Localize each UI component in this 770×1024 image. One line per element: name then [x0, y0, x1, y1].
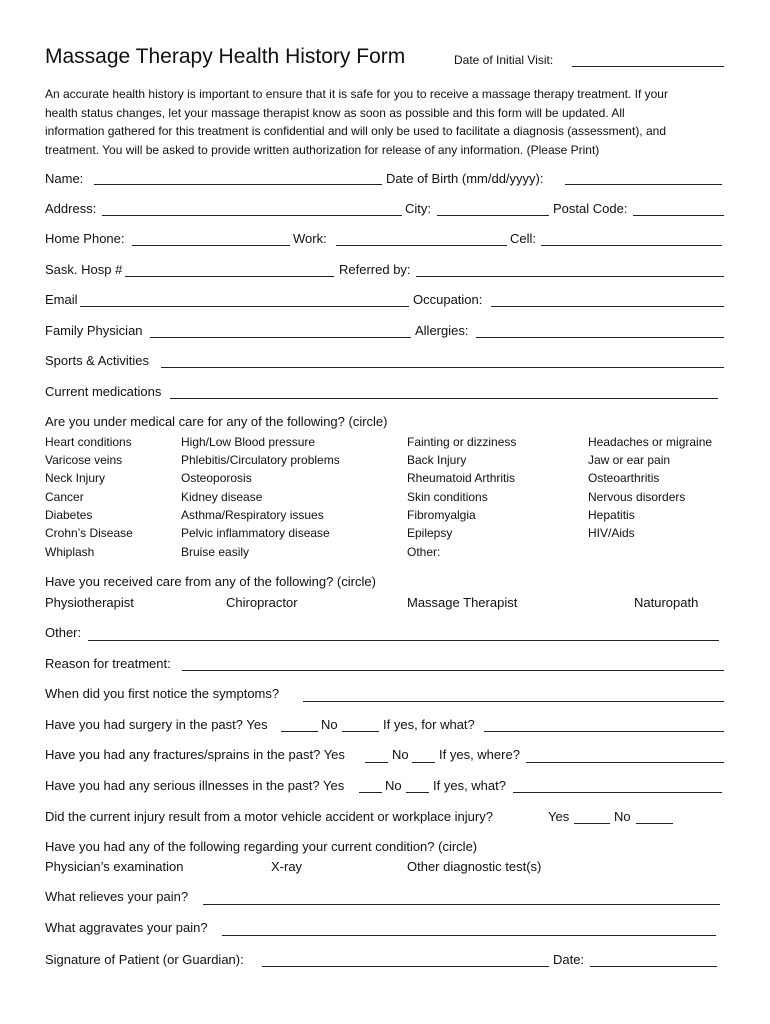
referred-label: Referred by: — [339, 262, 411, 277]
diagnostic-option-physician[interactable]: Physician’s examination — [45, 859, 184, 874]
reason-label: Reason for treatment: — [45, 656, 171, 671]
first-notice-label: When did you first notice the symptoms? — [45, 686, 280, 701]
surgery-no-label: No — [321, 717, 338, 732]
work-line[interactable] — [336, 245, 507, 246]
work-label: Work: — [293, 231, 327, 246]
aggravates-label: What aggravates your pain? — [45, 920, 208, 935]
accident-question: Did the current injury result from a motor vehicle accident or workplace injury? — [45, 809, 493, 824]
illness-yes-line[interactable] — [359, 792, 382, 793]
city-label: City: — [405, 201, 431, 216]
address-line[interactable] — [102, 215, 402, 216]
allergies-label: Allergies: — [415, 323, 469, 338]
condition-item[interactable]: Asthma/Respiratory issues — [181, 508, 324, 522]
dob-label: Date of Birth (mm/dd/yyyy): — [386, 171, 544, 186]
city-line[interactable] — [437, 215, 549, 216]
surgery-what-label: If yes, for what? — [383, 717, 475, 732]
conditions-question: Are you under medical care for any of the following? (circle) — [45, 414, 388, 429]
condition-item[interactable]: Skin conditions — [407, 490, 488, 504]
initial-visit-line[interactable] — [572, 66, 724, 67]
signature-date-label: Date: — [553, 952, 585, 967]
intro-line: An accurate health history is important to ensure that it is safe for you to receive a massage therapy treatment. If your — [45, 87, 668, 101]
fracture-no-label: No — [392, 747, 409, 762]
intro-paragraph — [45, 85, 735, 159]
diagnostic-option-other[interactable]: Other diagnostic test(s) — [407, 859, 542, 874]
physician-line[interactable] — [150, 337, 411, 338]
condition-item[interactable]: Headaches or migraine — [588, 435, 713, 449]
care-question: Have you received care from any of the following? (circle) — [45, 574, 376, 589]
condition-item[interactable]: Crohn’s Disease — [45, 526, 133, 540]
form-title: Massage Therapy Health History Form — [45, 45, 406, 68]
care-option-physiotherapist[interactable]: Physiotherapist — [45, 595, 134, 610]
illness-no-line[interactable] — [406, 792, 429, 793]
hosp-label: Sask. Hosp # — [45, 262, 123, 277]
condition-item[interactable]: Phlebitis/Circulatory problems — [181, 453, 340, 467]
care-other-label: Other: — [45, 625, 82, 640]
signature-date-line[interactable] — [590, 966, 717, 967]
condition-item[interactable]: Varicose veins — [45, 453, 123, 467]
condition-item[interactable]: Nervous disorders — [588, 490, 686, 504]
hosp-line[interactable] — [125, 276, 334, 277]
cell-label: Cell: — [510, 231, 537, 246]
first-notice-line[interactable] — [303, 701, 724, 702]
signature-line[interactable] — [262, 966, 549, 967]
medications-line[interactable] — [170, 398, 718, 399]
intro-line: treatment. You will be asked to provide written authorization for release of any information. (Please Print) — [45, 142, 600, 157]
name-line[interactable] — [94, 184, 382, 185]
relieves-label: What relieves your pain? — [45, 889, 189, 904]
illness-what-line[interactable] — [513, 792, 722, 793]
postal-line[interactable] — [633, 215, 724, 216]
condition-item[interactable]: Other: — [407, 545, 441, 559]
email-line[interactable] — [80, 306, 409, 307]
condition-item[interactable]: Diabetes — [45, 508, 93, 522]
diagnostic-option-xray[interactable]: X-ray — [271, 859, 303, 874]
medications-label: Current medications — [45, 384, 162, 399]
condition-item[interactable]: Fibromyalgia — [407, 508, 476, 522]
condition-item[interactable]: Neck Injury — [45, 471, 106, 485]
condition-item[interactable]: Cancer — [45, 490, 84, 504]
email-label: Email — [45, 292, 78, 307]
accident-yes-line[interactable] — [574, 823, 610, 824]
condition-item[interactable]: Osteoporosis — [181, 471, 252, 485]
signature-label: Signature of Patient (or Guardian): — [45, 952, 244, 967]
cell-line[interactable] — [541, 245, 722, 246]
allergies-line[interactable] — [476, 337, 724, 338]
illness-what-label: If yes, what? — [433, 778, 506, 793]
fracture-where-line[interactable] — [526, 762, 724, 763]
postal-label: Postal Code: — [553, 201, 628, 216]
occupation-line[interactable] — [491, 306, 724, 307]
occupation-label: Occupation: — [413, 292, 483, 307]
condition-item[interactable]: Osteoarthritis — [588, 471, 660, 485]
diagnostics-question: Have you had any of the following regarding your current condition? (circle) — [45, 839, 478, 854]
initial-visit-label: Date of Initial Visit: — [454, 53, 554, 67]
condition-item[interactable]: Back Injury — [407, 453, 467, 467]
name-label: Name: — [45, 171, 84, 186]
condition-item[interactable]: Heart conditions — [45, 435, 132, 449]
reason-line[interactable] — [182, 670, 724, 671]
sports-label: Sports & Activities — [45, 353, 150, 368]
intro-line: information gathered for this treatment is confidential and will only be used to facilitate a diagnosis (assessment), and — [45, 124, 666, 138]
surgery-no-line[interactable] — [342, 731, 379, 732]
condition-item[interactable]: Hepatitis — [588, 508, 635, 522]
surgery-yes-line[interactable] — [281, 731, 318, 732]
condition-item[interactable]: Bruise easily — [181, 545, 250, 559]
care-option-massage-therapist[interactable]: Massage Therapist — [407, 595, 518, 610]
accident-no-line[interactable] — [636, 823, 673, 824]
fracture-question: Have you had any fractures/sprains in the past? Yes — [45, 747, 345, 762]
condition-item[interactable]: Jaw or ear pain — [588, 453, 671, 467]
condition-item[interactable]: High/Low Blood pressure — [181, 435, 316, 449]
sports-line[interactable] — [161, 367, 724, 368]
address-label: Address: — [45, 201, 97, 216]
referred-line[interactable] — [416, 276, 724, 277]
accident-no-label: No — [614, 809, 631, 824]
aggravates-line[interactable] — [222, 935, 716, 936]
surgery-what-line[interactable] — [484, 731, 724, 732]
condition-item[interactable]: Whiplash — [45, 545, 95, 559]
fracture-yes-line[interactable] — [365, 762, 388, 763]
care-option-chiropractor[interactable]: Chiropractor — [226, 595, 298, 610]
condition-item[interactable]: Rheumatoid Arthritis — [407, 471, 516, 485]
condition-item[interactable]: HIV/Aids — [588, 526, 635, 540]
illness-question: Have you had any serious illnesses in the past? Yes — [45, 778, 345, 793]
home-phone-line[interactable] — [132, 245, 290, 246]
care-option-naturopath[interactable]: Naturopath — [634, 595, 699, 610]
condition-item[interactable]: Kidney disease — [181, 490, 263, 504]
surgery-question: Have you had surgery in the past? Yes — [45, 717, 268, 732]
fracture-where-label: If yes, where? — [439, 747, 520, 762]
care-other-line[interactable] — [88, 640, 719, 641]
dob-line[interactable] — [565, 184, 722, 185]
illness-no-label: No — [385, 778, 402, 793]
home-phone-label: Home Phone: — [45, 231, 125, 246]
condition-item[interactable]: Pelvic inflammatory disease — [181, 526, 330, 540]
condition-item[interactable]: Epilepsy — [407, 526, 453, 540]
accident-yes-label: Yes — [548, 809, 570, 824]
condition-item[interactable]: Fainting or dizziness — [407, 435, 517, 449]
relieves-line[interactable] — [203, 904, 720, 905]
intro-line: health status changes, let your massage therapist know as soon as possible and this form will be updated. All — [45, 105, 625, 120]
physician-label: Family Physician — [45, 323, 143, 338]
fracture-no-line[interactable] — [412, 762, 435, 763]
